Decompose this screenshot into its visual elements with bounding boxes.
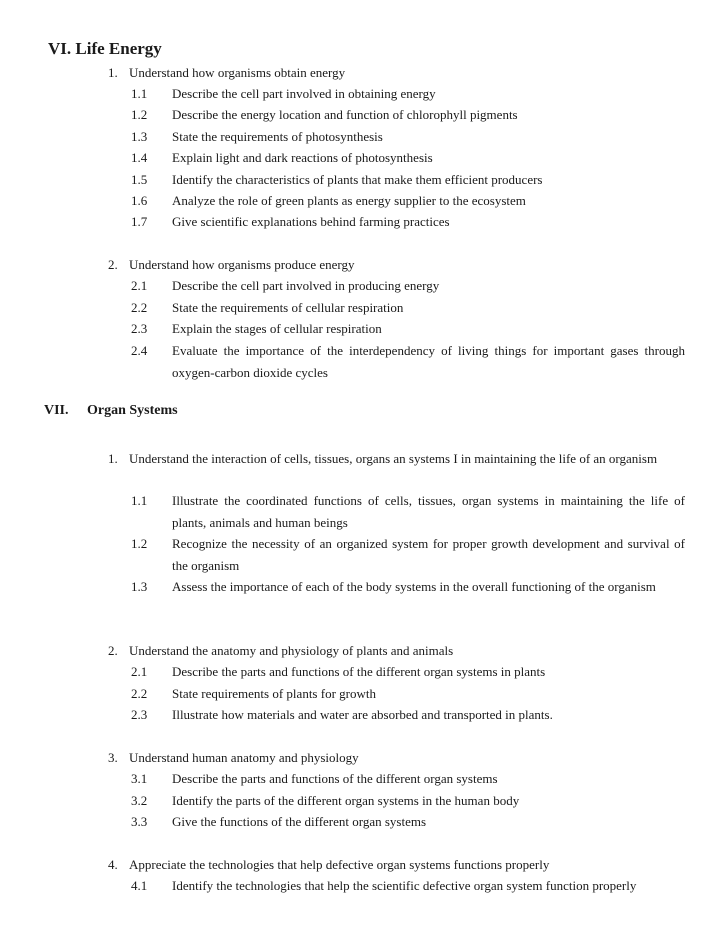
item-text: Evaluate the importance of the interdependency of living things for important gases through oxygen-carbon dioxide cycles [172,343,685,380]
goal-number: 4. [108,857,118,872]
item-number: 1.1 [131,493,148,508]
item-number: 2.4 [131,343,148,358]
goal-number: 2. [108,643,118,658]
item-text: Analyze the role of green plants as energy supplier to the ecosystem [172,193,526,208]
item-text: Give the functions of the different organ systems [172,814,427,829]
item-text: Explain the stages of cellular respiration [172,321,382,336]
item-number: 1.3 [131,129,148,144]
item-number: 1.2 [131,536,148,551]
item-number: 2.3 [131,707,148,722]
item-text: Describe the cell part involved in obtaining energy [172,86,436,101]
section-title: Organ Systems [87,403,178,418]
section-number: VI. [48,39,72,58]
item-text: State the requirements of cellular respiration [172,300,404,315]
item-text: State the requirements of photosynthesis [172,129,383,144]
item-number: 1.1 [131,86,148,101]
goal-number: 1. [108,65,118,80]
item-text: Explain light and dark reactions of photosynthesis [172,150,433,165]
item-number: 3.1 [131,771,148,786]
item-number: 3.2 [131,793,148,808]
item-number: 3.3 [131,814,148,829]
section-heading [48,39,162,59]
goal-number: 1. [108,451,118,466]
item-text: Describe the energy location and function of chlorophyll pigments [172,107,518,122]
goal-text: Understand the interaction of cells, tissues, organs an systems I in maintaining the life of an organism [129,451,658,466]
item-text: Recognize the necessity of an organized system for proper growth development and survival of the organism [172,536,685,573]
item-number: 2.2 [131,300,148,315]
goal-text: Understand human anatomy and physiology [129,750,359,765]
item-text: Illustrate how materials and water are absorbed and transported in plants. [172,707,553,722]
item-text: Describe the parts and functions of the different organ systems in plants [172,664,546,679]
section-number: VII. [44,403,69,418]
goal-number: 2. [108,257,118,272]
section-title: Life Energy [75,39,162,58]
item-text: Give scientific explanations behind farming practices [172,214,450,229]
goal-text: Understand the anatomy and physiology of plants and animals [129,643,454,658]
item-number: 1.3 [131,579,148,594]
item-number: 1.5 [131,172,148,187]
item-text: Identify the characteristics of plants that make them efficient producers [172,172,543,187]
item-number: 2.1 [131,278,148,293]
item-number: 1.2 [131,107,148,122]
item-text: Describe the cell part involved in producing energy [172,278,440,293]
item-text: Assess the importance of each of the body systems in the overall functioning of the organism [172,579,656,594]
item-number: 2.1 [131,664,148,679]
item-number: 1.4 [131,150,148,165]
item-number: 4.1 [131,878,148,893]
goal-number: 3. [108,750,118,765]
item-number: 2.2 [131,686,148,701]
item-text: Identify the technologies that help the scientific defective organ system function properly [172,878,637,893]
item-number: 1.7 [131,214,148,229]
item-text: Identify the parts of the different organ systems in the human body [172,793,520,808]
item-text: Describe the parts and functions of the different organ systems [172,771,498,786]
item-text: State requirements of plants for growth [172,686,376,701]
item-text: Illustrate the coordinated functions of cells, tissues, organ systems in maintaining the life of plants, animals and human beings [172,493,685,530]
item-number: 2.3 [131,321,148,336]
goal-text: Understand how organisms produce energy [129,257,355,272]
goal-text: Understand how organisms obtain energy [129,65,346,80]
goal-text: Appreciate the technologies that help defective organ systems functions properly [129,857,550,872]
item-number: 1.6 [131,193,148,208]
